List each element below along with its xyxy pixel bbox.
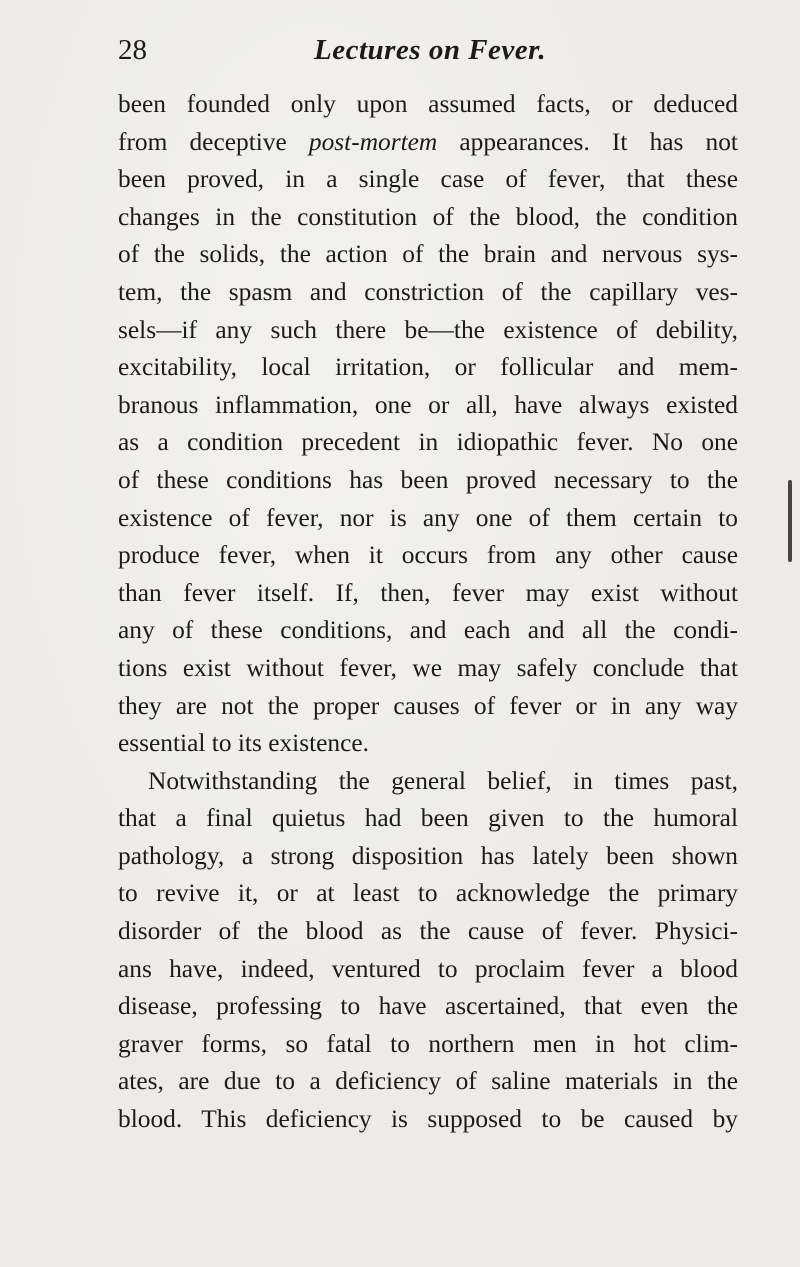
text-line: blood. This deficiency is supposed to be caused by — [118, 1105, 738, 1134]
text-line: ates, are due to a deficiency of saline materials in the — [118, 1067, 738, 1096]
text-line: from deceptive post-mortem appearances. It has not — [118, 127, 738, 156]
paragraph-2 — [118, 763, 738, 1139]
margin-ink-mark — [788, 480, 792, 562]
text-line: that a final quietus had been given to the humoral — [118, 804, 738, 833]
text-line: changes in the constitution of the blood, the condition — [118, 202, 738, 231]
text-line: disorder of the blood as the cause of fever. Physici- — [118, 917, 738, 946]
text-line: graver forms, so fatal to northern men in hot clim- — [118, 1029, 738, 1058]
paragraph-1 — [118, 86, 738, 763]
text-line: any of these conditions, and each and all the condi- — [118, 616, 738, 645]
text-line: of these conditions has been proved necessary to the — [118, 465, 738, 494]
text-line: pathology, a strong disposition has lately been shown — [118, 841, 738, 870]
text-line: to revive it, or at least to acknowledge the primary — [118, 879, 738, 908]
text-line: essential to its existence. — [118, 729, 370, 758]
running-head — [118, 30, 758, 70]
text-line: than fever itself. If, then, fever may exist without — [118, 578, 738, 607]
text-line: excitability, local irritation, or follicular and mem- — [118, 353, 738, 382]
running-title: Lectures on Fever. — [314, 34, 547, 66]
text-line: they are not the proper causes of fever or in any way — [118, 691, 738, 720]
body-text — [118, 86, 738, 1139]
italic-term: post-mortem — [308, 127, 438, 156]
text-line: of the solids, the action of the brain and nervous sys- — [118, 240, 738, 269]
text-line: as a condition precedent in idiopathic fever. No one — [118, 428, 738, 457]
text-line: sels—if any such there be—the existence of debility, — [118, 315, 738, 344]
text-line: been proved, in a single case of fever, that these — [118, 165, 738, 194]
text-line: existence of fever, nor is any one of them certain to — [118, 503, 738, 532]
page-number: 28 — [118, 34, 147, 66]
text-line: ans have, indeed, ventured to proclaim fever a blood — [118, 954, 738, 983]
text-line: branous inflammation, one or all, have always existed — [118, 390, 738, 419]
text-line: Notwithstanding the general belief, in times past, — [148, 766, 738, 795]
text-line: tem, the spasm and constriction of the capillary ves- — [118, 277, 738, 306]
text-line: tions exist without fever, we may safely conclude that — [118, 653, 738, 682]
text-line: produce fever, when it occurs from any other cause — [118, 541, 738, 570]
text-line: disease, professing to have ascertained, that even the — [118, 992, 738, 1021]
text-line: been founded only upon assumed facts, or deduced — [118, 90, 738, 118]
